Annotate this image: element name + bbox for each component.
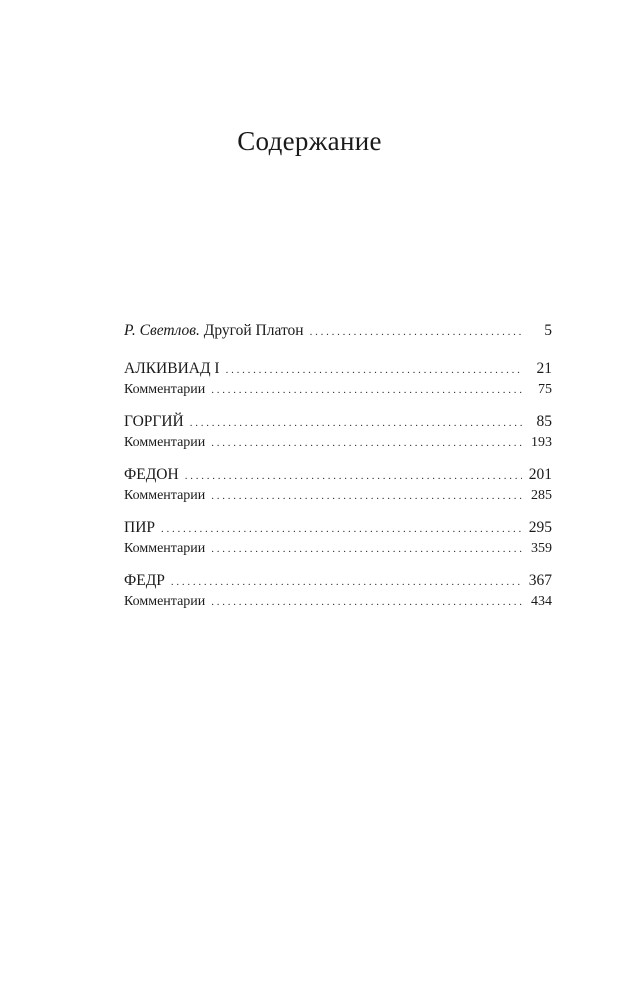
table-of-contents <box>124 320 552 623</box>
page-title: Содержание <box>237 126 382 157</box>
toc-entry-author: Р. Светлов. <box>124 322 200 339</box>
toc-entry-symposium[interactable] <box>124 517 552 538</box>
dot-leader <box>161 519 522 540</box>
toc-entry-comments-label: Комментарии <box>124 541 206 556</box>
dot-leader <box>211 433 522 454</box>
dot-leader <box>211 539 522 560</box>
toc-entry-title: ПИР <box>124 519 156 536</box>
dot-leader <box>190 413 522 434</box>
toc-entry-comments-label: Комментарии <box>124 594 206 609</box>
dot-leader <box>211 486 522 507</box>
toc-entry-comments-label: Комментарии <box>124 435 206 450</box>
toc-entry-phaedo-comments[interactable] <box>124 485 552 506</box>
toc-entry-comments-label: Комментарии <box>124 488 206 503</box>
toc-page-number: 434 <box>531 594 552 609</box>
dot-leader <box>171 572 522 593</box>
dot-leader <box>226 360 522 381</box>
toc-page-number: 359 <box>531 541 552 556</box>
toc-entry-intro[interactable] <box>124 320 552 341</box>
toc-page-number: 85 <box>536 413 552 430</box>
toc-group-symposium <box>124 517 552 559</box>
toc-entry-phaedo[interactable] <box>124 464 552 485</box>
toc-entry-alcibiades[interactable] <box>124 358 552 379</box>
toc-page-number: 5 <box>544 322 552 339</box>
dot-leader <box>211 592 522 613</box>
toc-group-phaedrus <box>124 570 552 612</box>
toc-entry-title: Другой Платон <box>203 322 304 339</box>
toc-page-number: 367 <box>528 572 552 589</box>
dot-leader <box>211 380 522 401</box>
toc-entry-alcibiades-comments[interactable] <box>124 379 552 400</box>
toc-page-number: 193 <box>531 435 552 450</box>
toc-entry-title: АЛКИВИАД I <box>124 360 220 377</box>
toc-entry-gorgias-comments[interactable] <box>124 432 552 453</box>
dot-leader <box>310 322 522 343</box>
toc-page-number: 201 <box>528 466 552 483</box>
toc-entry-label <box>124 320 304 341</box>
toc-entry-phaedrus-comments[interactable] <box>124 591 552 612</box>
toc-entry-title: ФЕДР <box>124 572 165 589</box>
toc-page-number: 285 <box>531 488 552 503</box>
toc-entry-comments-label: Комментарии <box>124 382 206 397</box>
toc-page-number: 75 <box>538 382 552 397</box>
toc-page-number: 21 <box>536 360 552 377</box>
toc-group-gorgias <box>124 411 552 453</box>
toc-entry-phaedrus[interactable] <box>124 570 552 591</box>
toc-entry-title: ФЕДОН <box>124 466 179 483</box>
toc-entry-gorgias[interactable] <box>124 411 552 432</box>
toc-group-intro <box>124 320 552 341</box>
toc-group-phaedo <box>124 464 552 506</box>
toc-page-number: 295 <box>528 519 552 536</box>
toc-entry-title: ГОРГИЙ <box>124 413 184 430</box>
toc-entry-symposium-comments[interactable] <box>124 538 552 559</box>
toc-group-alcibiades <box>124 358 552 400</box>
dot-leader <box>185 466 522 487</box>
